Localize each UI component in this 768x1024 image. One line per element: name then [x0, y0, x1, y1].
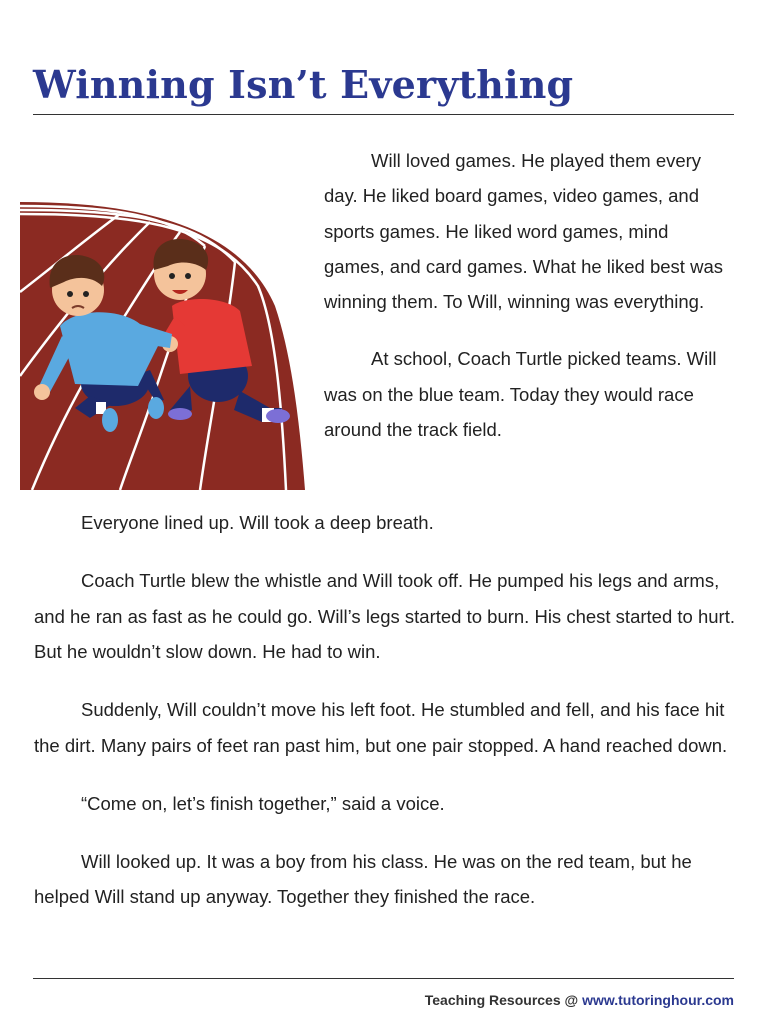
story-paragraph: Will loved games. He played them every day. He liked board games, video games, and sports games. He liked word games, mind games, and card games. What he liked best was winning them. To Will, winning was everything.: [324, 150, 723, 313]
story-column-right: [324, 143, 734, 469]
story-body: [34, 505, 739, 937]
footer-prefix: Teaching Resources @: [424, 992, 583, 1008]
story-paragraph: At school, Coach Turtle picked teams. Will was on the blue team. Today they would race around the track field.: [324, 348, 717, 441]
footer-url-link[interactable]: www.tutoringhour.com: [582, 992, 734, 1008]
footer-credit: [425, 992, 734, 1008]
story-paragraph: Everyone lined up. Will took a deep breath.: [81, 512, 434, 533]
race-track-illustration: [20, 196, 305, 490]
title-divider: [33, 114, 734, 115]
story-paragraph: “Come on, let’s finish together,” said a voice.: [81, 792, 445, 814]
story-paragraph: Will looked up. It was a boy from his class. He was on the red team, but he helped Will stand up anyway. Together they finished the race.: [34, 850, 692, 908]
worksheet-title: Winning Isn’t Everything: [33, 62, 574, 107]
story-paragraph: Suddenly, Will couldn’t move his left foot. He stumbled and fell, and his face hit the dirt. Many pairs of feet ran past him, but one pair stopped. A hand reached down.: [34, 699, 728, 756]
footer-divider: [33, 978, 734, 979]
story-paragraph: Coach Turtle blew the whistle and Will took off. He pumped his legs and arms, and he ran as fast as he could go. Will’s legs started to burn. His chest started to hurt. But he wouldn’t slow down. He had to win.: [34, 569, 735, 663]
